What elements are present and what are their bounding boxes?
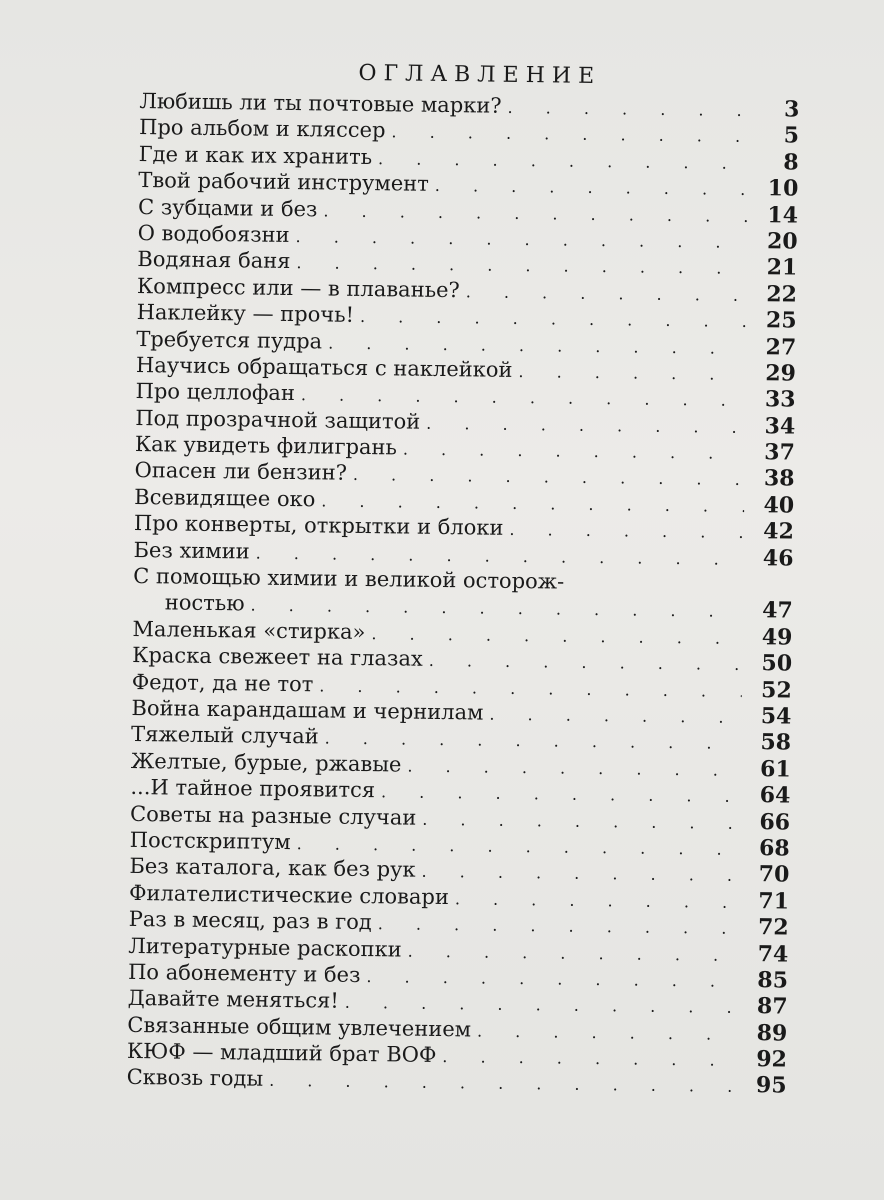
entry-page-number: 46: [762, 544, 794, 572]
entry-page-number: 54: [760, 703, 792, 730]
entry-label: Маленькая «стирка»: [132, 616, 366, 644]
entry-label: По абонементу и без: [127, 959, 361, 987]
entry-label: Всевидящее око: [134, 484, 316, 512]
entry-page-number: 42: [763, 518, 795, 545]
entry-page-number: 25: [765, 307, 797, 334]
entry-page-number: 10: [767, 175, 799, 202]
entry-page-number: 92: [756, 1046, 788, 1073]
entry-label: Наклейку — прочь!: [136, 300, 355, 327]
entry-label: ностью: [164, 590, 245, 616]
entry-label: Под прозрачной защитой: [135, 405, 421, 434]
entry-label: Где и как их хранить: [138, 141, 373, 169]
entry-label: Сквозь годы: [126, 1065, 264, 1092]
entry-page-number: 47: [762, 597, 793, 625]
entry-label: Филателистические словари: [128, 880, 450, 909]
entry-page-number: 22: [766, 280, 798, 308]
entry-label: С зубцами и без: [137, 194, 318, 221]
entry-page-number: 21: [766, 254, 798, 281]
entry-label: Федот, да не тот: [131, 669, 314, 696]
dot-leader: [435, 173, 749, 204]
dot-leader: [489, 702, 741, 732]
entry-page-number: 3: [783, 96, 800, 123]
entry-label: Без каталога, как без рук: [129, 854, 416, 883]
entry-page-number: 5: [783, 122, 800, 150]
entry-label: Требуется пудра: [136, 326, 323, 353]
entry-page-number: 27: [765, 333, 797, 361]
entry-page-number: 33: [764, 386, 796, 413]
entry-label: Научись обращаться с наклейкой: [135, 352, 513, 382]
entry-label: О водобоязни: [137, 220, 290, 247]
entry-page-number: 14: [767, 201, 799, 229]
dot-leader: [466, 279, 748, 309]
entry-label: Желтые, бурые, ржавые: [130, 748, 402, 777]
entry-label: Война карандашам и чернилам: [131, 695, 484, 725]
entry-page-number: 37: [764, 439, 796, 466]
dot-leader: [426, 410, 745, 441]
entry-page-number: 89: [756, 1019, 788, 1047]
entry-label: Любишь ли ты почтовые марки?: [139, 88, 502, 118]
entry-page-number: 8: [783, 149, 799, 176]
entry-label: Советы на разные случаи: [129, 801, 417, 830]
entry-label: Опасен ли бензин?: [134, 458, 348, 486]
entry-page-number: 71: [758, 887, 790, 915]
entry-label: Тяжелый случай: [130, 722, 319, 749]
entry-page-number: 20: [766, 228, 798, 255]
toc-list: [126, 88, 799, 1099]
entry-label: Литературные раскопки: [128, 933, 402, 962]
entry-page-number: 61: [759, 755, 791, 783]
entry-page-number: 34: [764, 412, 796, 440]
entry-page-number: 52: [760, 676, 792, 704]
entry-label: Твой рабочий инструмент: [138, 168, 430, 196]
entry-page-number: 38: [763, 465, 795, 493]
entry-label: Про альбом и кляссер: [138, 115, 386, 143]
entry-page-number: 58: [760, 729, 792, 756]
entry-page-number: 66: [759, 808, 791, 836]
dot-leader: [477, 1018, 738, 1048]
entry-label: Как увидеть филигрань: [134, 432, 398, 460]
entry-page-number: 95: [755, 1072, 787, 1100]
dot-leader: [371, 621, 742, 652]
dot-leader: [507, 95, 749, 125]
dot-leader: [429, 648, 743, 679]
dot-leader: [269, 1068, 737, 1101]
entry-page-number: 70: [758, 861, 790, 888]
entry-page-number: 29: [765, 360, 797, 387]
dot-leader: [455, 886, 739, 916]
dot-leader: [518, 359, 746, 388]
dot-leader: [421, 859, 739, 890]
entry-label: Раз в месяц, раз в год: [128, 907, 372, 935]
entry-page-number: 50: [761, 650, 793, 677]
entry-label: Водяная баня: [137, 247, 291, 274]
entry-label: Давайте меняться!: [127, 986, 340, 1013]
entry-page-number: 64: [759, 782, 791, 809]
toc-title: ОГЛАВЛЕНИЕ: [358, 60, 602, 90]
entry-label: Компресс или — в плаванье?: [136, 273, 460, 302]
entry-page-number: 85: [757, 967, 789, 994]
entry-page-number: 68: [758, 835, 790, 862]
entry-page-number: 74: [757, 940, 789, 968]
dot-leader: [422, 806, 740, 837]
entry-label: Краска свежеет на глазах: [132, 643, 423, 671]
entry-page-number: 72: [757, 914, 789, 941]
entry-label: Про конверты, открытки и блоки: [133, 511, 504, 541]
entry-label: Связанные общим увлечением: [127, 1012, 472, 1042]
entry-label: С помощью химии и великой осторож-: [133, 563, 565, 594]
entry-page-number: 40: [763, 492, 795, 519]
entry-page-number: 87: [756, 993, 788, 1020]
entry-page-number: 49: [761, 624, 793, 651]
entry-label: Без химии: [133, 537, 250, 564]
entry-label: Про целлофан: [135, 379, 296, 406]
dot-leader: [378, 146, 749, 177]
table-of-contents: [126, 58, 799, 1099]
entry-label: ...И тайное проявится: [130, 775, 376, 803]
dot-leader: [509, 517, 744, 546]
entry-label: Постскриптум: [129, 827, 291, 854]
dot-leader: [442, 1044, 737, 1074]
entry-label: КЮФ — младший брат ВОФ: [126, 1038, 437, 1068]
